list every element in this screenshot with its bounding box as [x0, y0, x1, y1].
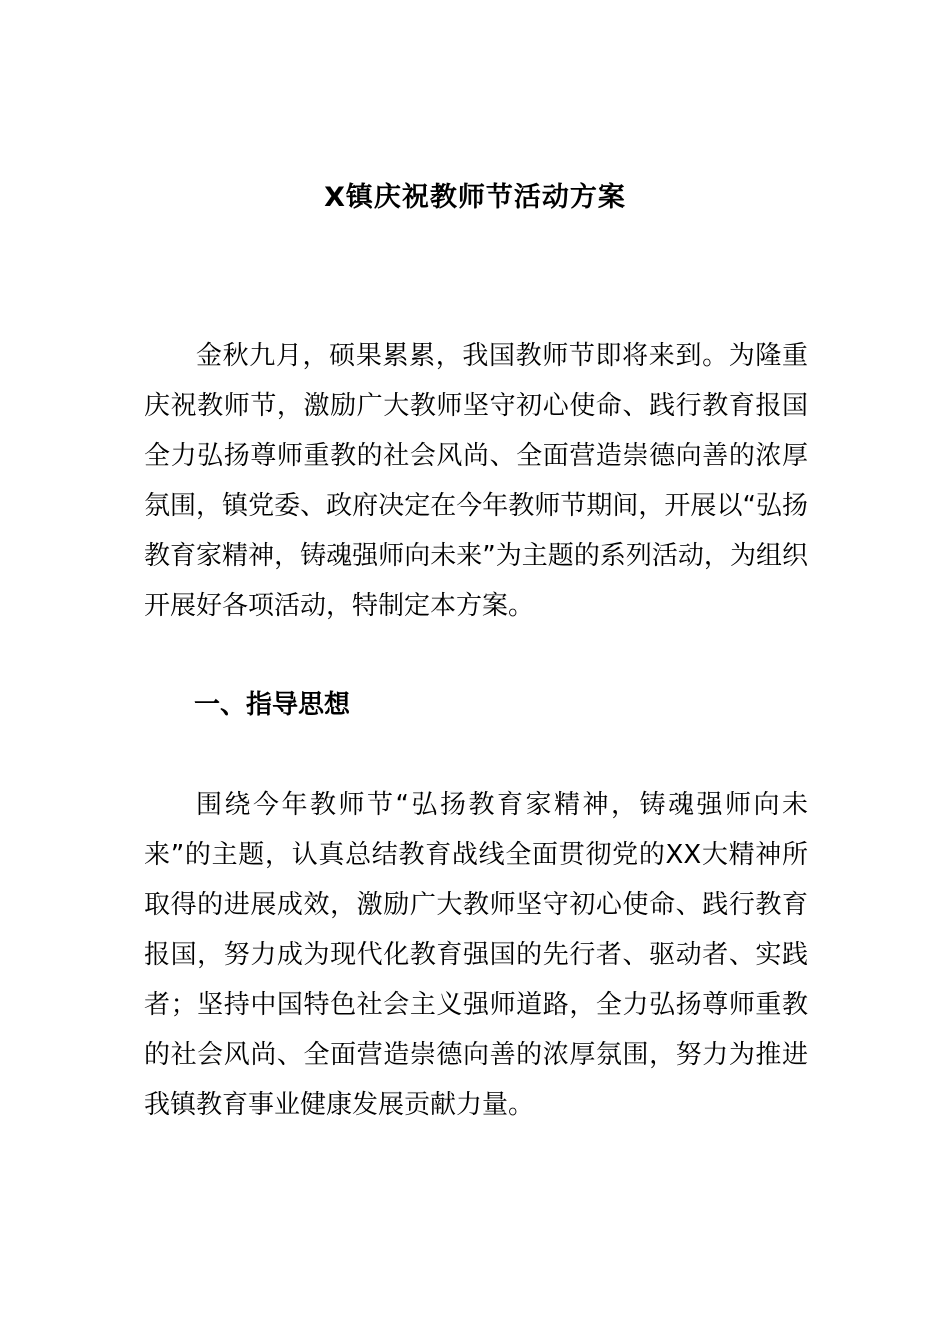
guiding-ideology-paragraph: 围绕今年教师节“弘扬教育家精神，铸魂强师向未来”的主题，认真总结教育战线全面贯彻党的XX大精神所取得的进展成效，激励广大教师坚守初心使命、践行教育报国，努力成为现代化教育强国的先行者、驱动者、实践者；坚持中国特色社会主义强师道路，全力弘扬尊师重教的社会风尚、全面营造崇德向善的浓厚氛围，努力为推进我镇教育事业健康发展贡献力量。: [144, 790, 808, 1120]
intro-paragraph: 金秋九月，硕果累累，我国教师节即将来到。为隆重庆祝教师节，激励广大教师坚守初心使命、践行教育报国全力弘扬尊师重教的社会风尚、全面营造崇德向善的浓厚氛围，镇党委、政府决定在今年教师节期间，开展以“弘扬教育家精神，铸魂强师向未来”为主题的系列活动，为组织开展好各项活动，特制定本方案。: [144, 341, 808, 621]
section-heading-guiding-ideology: 一、指导思想: [194, 690, 351, 720]
document-title: X镇庆祝教师节活动方案: [324, 182, 626, 214]
